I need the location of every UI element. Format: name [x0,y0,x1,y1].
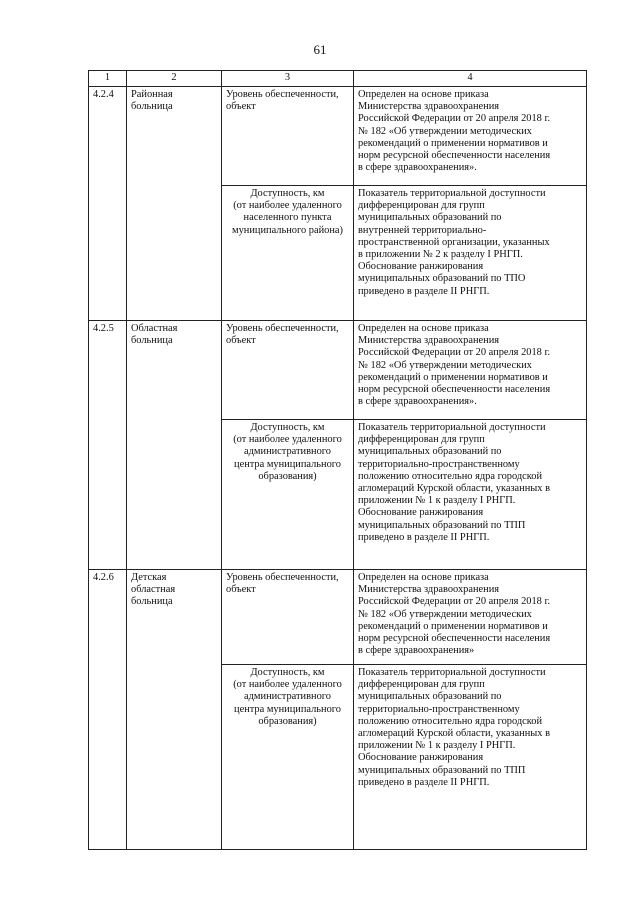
page-number: 61 [313,42,327,57]
table-row [89,321,587,420]
description-cell: Определен на основе приказа Министерства здравоохранения Российской Федерации от 20 апреля 2018 г. № 182 «Об утверждении методических рекомендаций о применении нормативов и норм ресурсной обеспеченности населения в сфере здравоохранения». [354,321,587,420]
indicator-cell: Доступность, км (от наиболее удаленного населенного пункта муниципального района) [222,186,354,321]
description-cell: Показатель территориальной доступности дифференцирован для групп муниципальных образований по территориально-пространственному положению относительно ядра городской агломераций Курской области, указанных в приложении № 1 к разделу I РНГП. Обоснование ранжирования муниципальных образований по ТПП приведено в разделе II РНГП. [354,665,587,850]
indicator-cell: Уровень обеспеченности, объект [222,321,354,420]
table-row [89,570,587,665]
facility-name: Районная больница [127,87,222,321]
facility-name: Детская областная больница [127,570,222,850]
indicator-cell: Уровень обеспеченности, объект [222,570,354,665]
description-cell: Показатель территориальной доступности дифференцирован для групп муниципальных образований по внутренней территориально- пространственной организации, указанных в приложении № 2 к разделу I РНГП. Обоснование ранжирования муниципальных образований по ТПО приведено в разделе II РНГП. [354,186,587,321]
table-row [89,87,587,186]
description-cell: Определен на основе приказа Министерства здравоохранения Российской Федерации от 20 апреля 2018 г. № 182 «Об утверждении методических рекомендаций о применении нормативов и норм ресурсной обеспеченности населения в сфере здравоохранения». [354,87,587,186]
header-col-3: 3 [222,71,354,87]
indicator-cell: Уровень обеспеченности, объект [222,87,354,186]
header-col-2: 2 [127,71,222,87]
facility-name: Областная больница [127,321,222,570]
header-col-4: 4 [354,71,587,87]
description-cell: Показатель территориальной доступности дифференцирован для групп муниципальных образований по территориально-пространственному положению относительно ядра городской агломераций Курской области, указанных в приложении № 1 к разделу I РНГП. Обоснование ранжирования муниципальных образований по ТПП приведено в разделе II РНГП. [354,420,587,570]
row-number: 4.2.6 [89,570,127,850]
row-number: 4.2.5 [89,321,127,570]
indicator-cell: Доступность, км (от наиболее удаленного административного центра муниципального образования) [222,420,354,570]
norms-table [88,70,587,850]
table-header-row [89,71,587,87]
header-col-1: 1 [89,71,127,87]
row-number: 4.2.4 [89,87,127,321]
indicator-cell: Доступность, км (от наиболее удаленного административного центра муниципального образования) [222,665,354,850]
description-cell: Определен на основе приказа Министерства здравоохранения Российской Федерации от 20 апреля 2018 г. № 182 «Об утверждении методических рекомендаций о применении нормативов и норм ресурсной обеспеченности населения в сфере здравоохранения» [354,570,587,665]
